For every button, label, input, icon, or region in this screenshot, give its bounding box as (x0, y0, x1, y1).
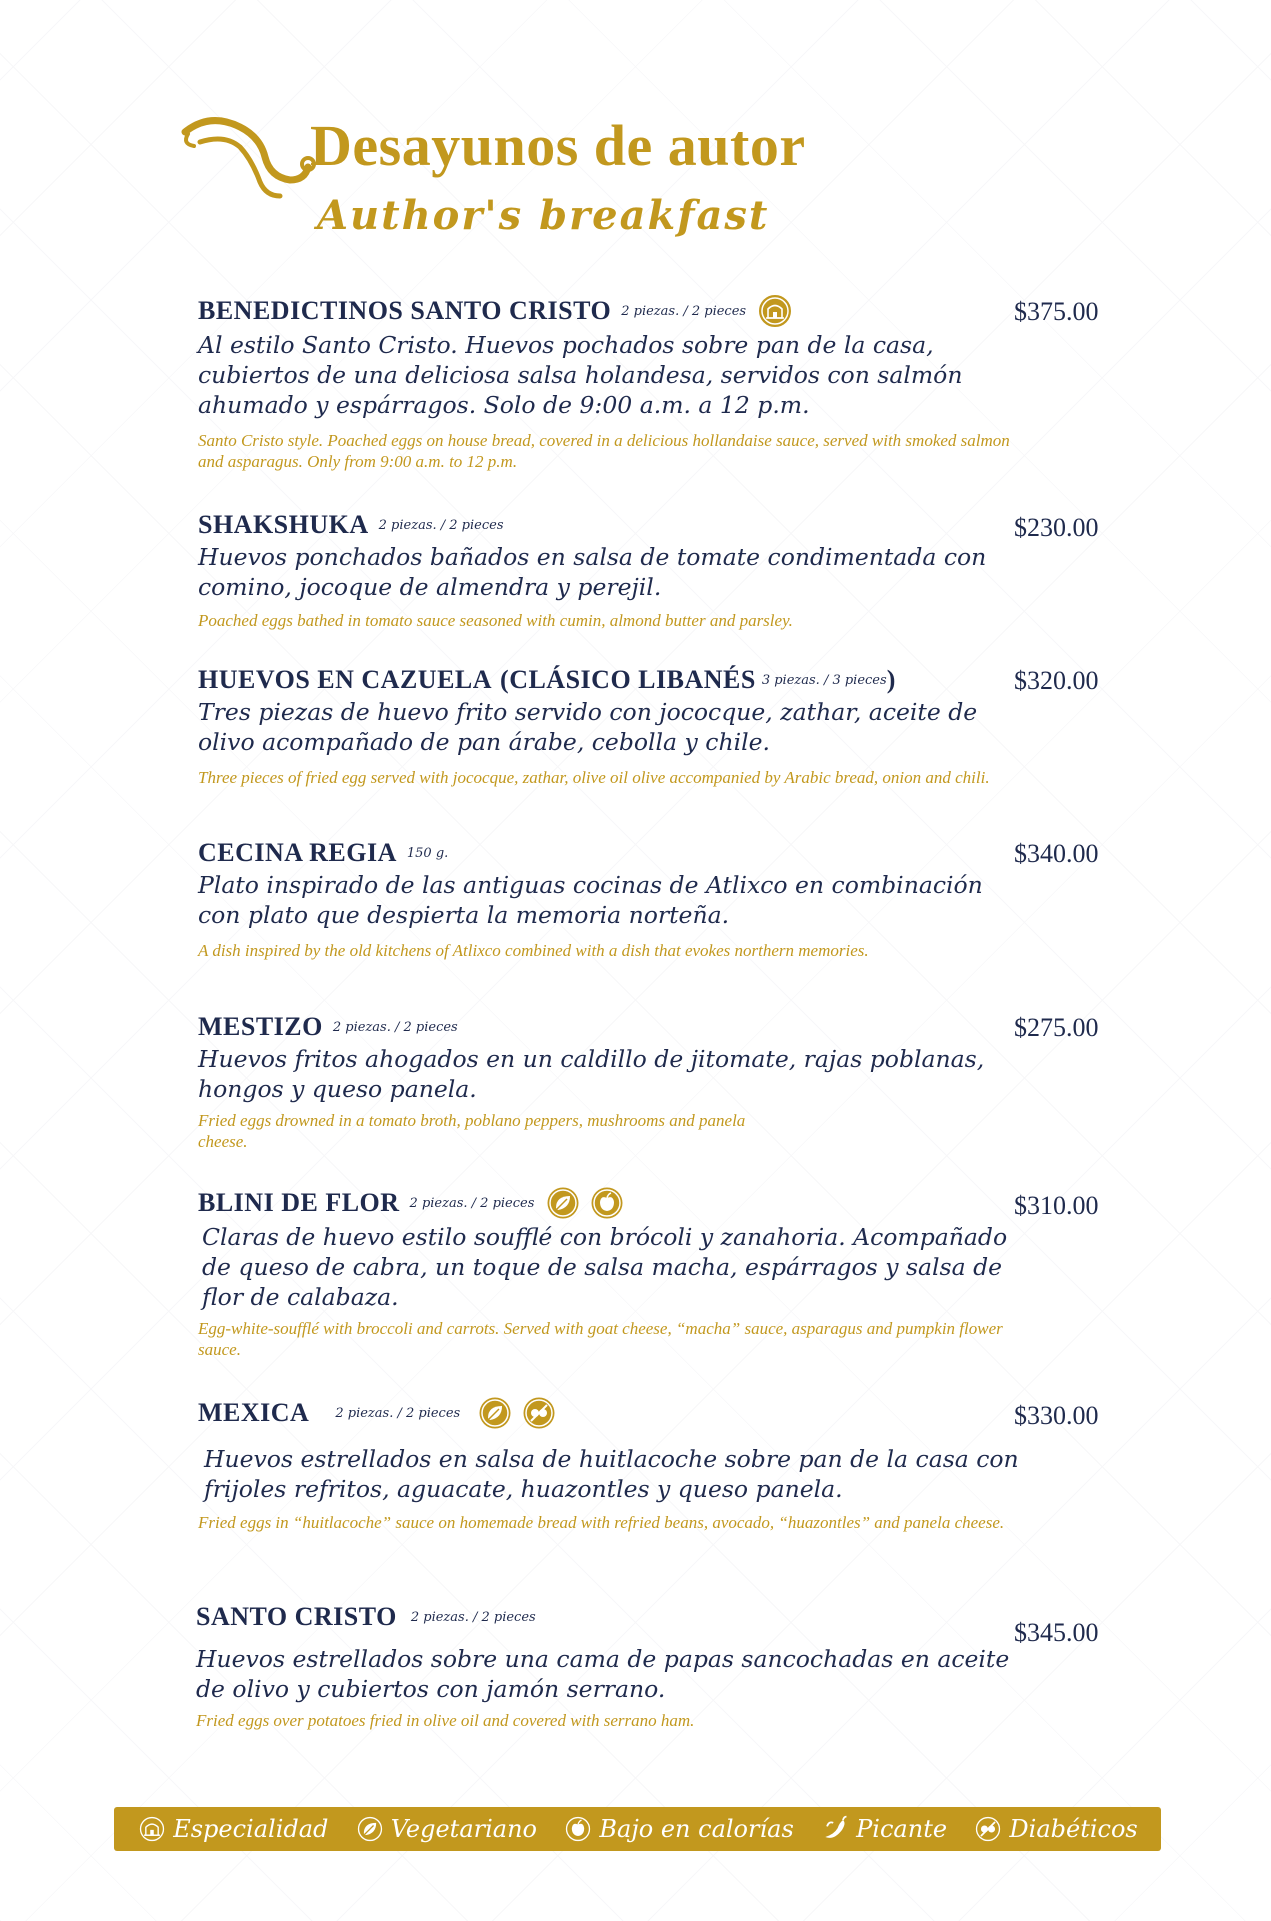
vegetariano-icon (478, 1396, 512, 1430)
dish-name: SHAKSHUKA (198, 510, 369, 539)
dish-description: Al estilo Santo Cristo. Huevos pochados sobre pan de la casa, cubiertos de una deliciosa salsa holandesa, servidos con salmón ahumado y espárragos. Solo de 9:00 a.m. a 12 p.m. (198, 331, 963, 419)
dish-price: $275.00 (1014, 1013, 1099, 1042)
dish-name: MESTIZO (198, 1012, 323, 1041)
legend-item-vegetariano (355, 1814, 537, 1844)
legend-label: Bajo en calorías (599, 1815, 794, 1843)
dish-name-suffix: (CLÁSICO LIBANÉS (500, 665, 756, 694)
menu-header (180, 112, 1080, 252)
page-title: Desayunos de autor (310, 113, 806, 178)
dish-description: Huevos estrellados sobre una cama de papas sancochadas en aceite de olivo y cubiertos con jamón serrano. (196, 1645, 1010, 1703)
legend-label: Especialidad (173, 1815, 329, 1843)
bajo-en-calorias-icon (563, 1814, 593, 1844)
dish-portion: 2 piezas. / 2 pieces (410, 1609, 536, 1625)
vegetariano-icon (355, 1814, 385, 1844)
dish-description-en: Poached eggs bathed in tomato sauce seasoned with cumin, almond butter and parsley. (198, 611, 793, 630)
dish-portion: 2 piezas. / 2 pieces (621, 303, 747, 319)
legend-item-bajo-en-calorias (563, 1814, 793, 1844)
dish-description: Huevos fritos ahogados en un caldillo de jitomate, rajas poblanas, hongos y queso panela. (198, 1045, 985, 1103)
dish-portion: 2 piezas. / 2 pieces (332, 1019, 458, 1035)
dish-price: $345.00 (1014, 1618, 1099, 1647)
dish-name: BENEDICTINOS SANTO CRISTO (198, 296, 612, 325)
dish-description-en: Santo Cristo style. Poached eggs on house bread, covered in a delicious hollandaise sauce, served with smoked salmon and asparagus. Only from 9:00 a.m. to 12 p.m. (198, 431, 1010, 471)
especialidad-icon (137, 1814, 167, 1844)
dish-description-en: Fried eggs over potatoes fried in olive oil and covered with serrano ham. (196, 1711, 695, 1730)
legend-label: Picante (856, 1815, 948, 1843)
dish-description: Huevos estrellados en salsa de huitlacoche sobre pan de la casa con frijoles refritos, aguacate, huazontles y queso panela. (204, 1445, 1019, 1503)
legend-label: Vegetariano (390, 1815, 537, 1843)
legend-label: Diabéticos (1009, 1815, 1138, 1843)
vegetariano-icon (546, 1186, 580, 1220)
dish-name-close: ) (886, 665, 896, 694)
menu-item-mestizo (198, 1012, 1078, 1152)
dish-description: Huevos ponchados bañados en salsa de tomate condimentada con comino, jocoque de almendra y perejil. (198, 543, 987, 601)
menu-item-mexica (198, 1396, 1078, 1533)
dish-name: CECINA REGIA (198, 838, 397, 867)
dish-name: HUEVOS EN CAZUELA (198, 665, 493, 694)
dish-description-en: Fried eggs drowned in a tomato broth, poblano peppers, mushrooms and panela cheese. (198, 1111, 746, 1151)
dish-description-en: Three pieces of fried egg served with jococque, zathar, olive oil olive accompanied by Arabic bread, onion and chili. (198, 768, 990, 787)
dish-description: Tres piezas de huevo frito servido con jococque, zathar, aceite de olivo acompañado de pan árabe, cebolla y chile. (198, 698, 978, 756)
legend-item-picante (820, 1814, 947, 1844)
menu-item-santo-cristo (196, 1602, 1076, 1731)
page-subtitle: Author's breakfast (317, 192, 770, 239)
flourish-ornament-icon (180, 112, 330, 202)
menu-item-shakshuka (198, 510, 1078, 631)
diabeticos-icon (973, 1814, 1003, 1844)
menu-item-benedictinos (198, 294, 1078, 472)
dish-name: SANTO CRISTO (196, 1602, 397, 1631)
dish-portion: 2 piezas. / 2 pieces (409, 1195, 535, 1211)
dish-price: $310.00 (1014, 1191, 1099, 1220)
legend-item-especialidad (137, 1814, 328, 1844)
legend-item-diabeticos (973, 1814, 1137, 1844)
dish-description-en: A dish inspired by the old kitchens of Atlixco combined with a dish that evokes northern memories. (198, 941, 869, 960)
dish-description: Plato inspirado de las antiguas cocinas de Atlixco en combinación con plato que despierta la memoria norteña. (198, 871, 983, 929)
especialidad-icon (758, 294, 792, 328)
dish-name: MEXICA (198, 1398, 310, 1427)
menu-item-blini-de-flor (198, 1186, 1078, 1360)
dish-price: $230.00 (1014, 513, 1099, 542)
dish-portion: 150 g. (406, 845, 449, 861)
bajo-en-calorias-icon (590, 1186, 624, 1220)
menu-item-huevos-en-cazuela (198, 665, 1078, 788)
dish-price: $375.00 (1014, 297, 1099, 326)
picante-icon (820, 1814, 850, 1844)
menu-item-cecina-regia (198, 838, 1078, 961)
diabeticos-icon (522, 1396, 556, 1430)
dish-price: $340.00 (1014, 839, 1099, 868)
dish-price: $320.00 (1014, 666, 1099, 695)
dish-price: $330.00 (1014, 1401, 1099, 1430)
legend-bar (114, 1807, 1161, 1851)
dish-description-en: Fried eggs in “huitlacoche” sauce on homemade bread with refried beans, avocado, “huazontles” and panela cheese. (198, 1513, 1005, 1532)
dish-portion: 2 piezas. / 2 pieces (378, 517, 504, 533)
dish-description-en: Egg-white-soufflé with broccoli and carrots. Served with goat cheese, “macha” sauce, asparagus and pumpkin flower sauce. (198, 1319, 1003, 1359)
dish-portion: 3 piezas. / 3 pieces (761, 672, 887, 688)
dish-name: BLINI DE FLOR (198, 1188, 400, 1217)
dish-portion: 2 piezas. / 2 pieces (335, 1405, 461, 1421)
dish-description: Claras de huevo estilo soufflé con brócoli y zanahoria. Acompañado de queso de cabra, un toque de salsa macha, espárragos y salsa de flor de calabaza. (202, 1223, 1008, 1311)
